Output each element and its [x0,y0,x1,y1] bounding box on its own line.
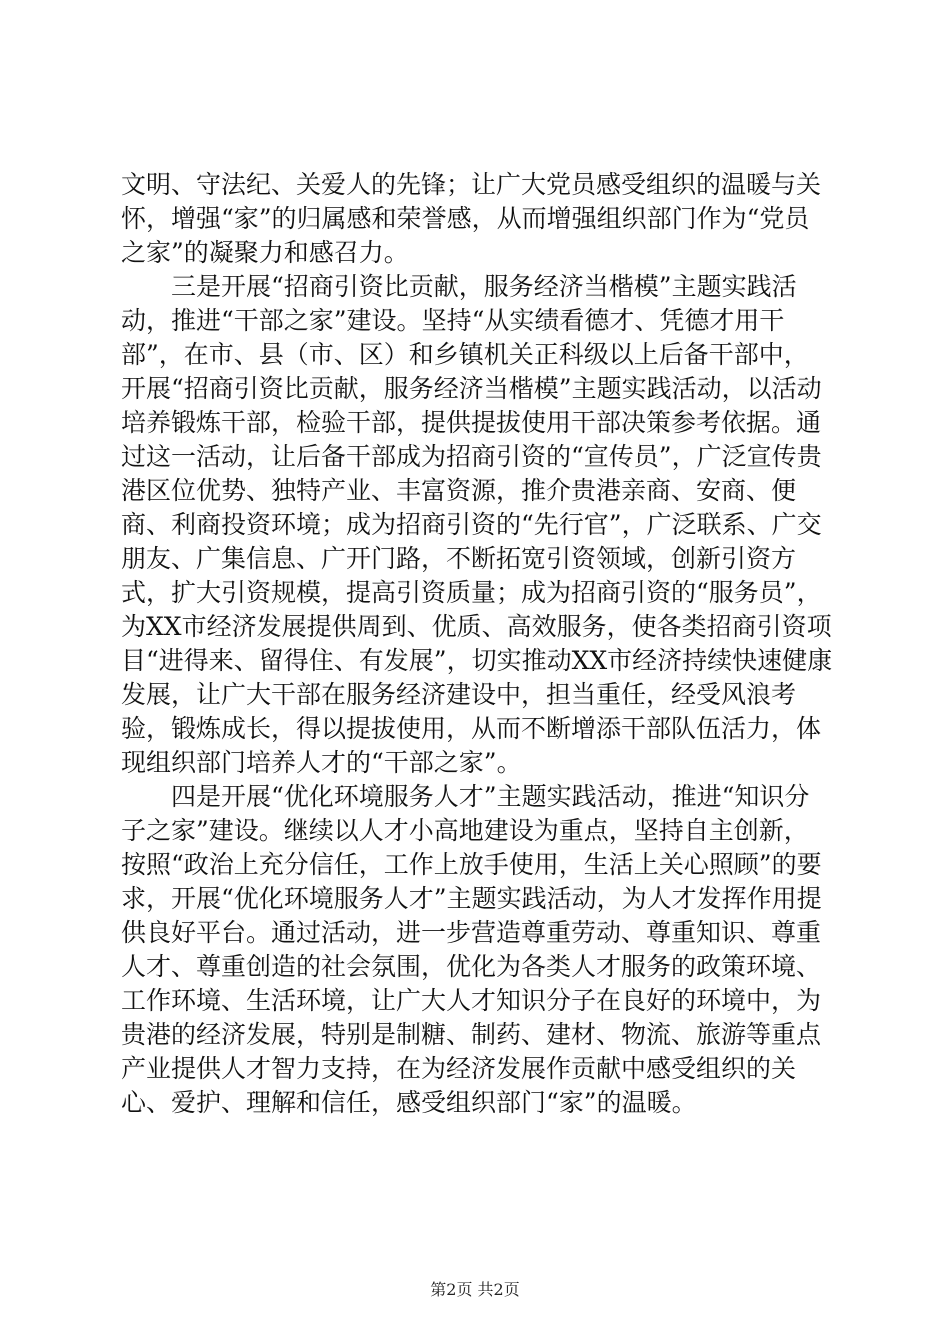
paragraph-intellectual-home: 四是开展“优化环境服务人才”主题实践活动，推进“知识分子之家”建设。继续以人才小高地建设为重点，坚持自主创新，按照“政治上充分信任，工作上放手使用，生活上关心照顾”的要求，开展“优化环境服务人才”主题实践活动，为人才发挥作用提供良好平台。通过活动，进一步营造尊重劳动、尊重知识、尊重人才、尊重创造的社会氛围，优化为各类人才服务的政策环境、工作环境、生活环境，让广大人才知识分子在良好的环境中，为贵港的经济发展，特别是制糖、制药、建材、物流、旅游等重点产业提供人才智力支持，在为经济发展作贡献中感受组织的关心、爱护、理解和信任，感受组织部门“家”的温暖。 [121,782,822,1117]
paragraph-cadre-home: 三是开展“招商引资比贡献，服务经济当楷模”主题实践活动，推进“干部之家”建设。坚持“从实绩看德才、凭德才用干部”，在市、县（市、区）和乡镇机关正科级以上后备干部中，开展“招商引资比贡献，服务经济当楷模”主题实践活动，以活动培养锻炼干部，检验干部，提供提拔使用干部决策参考依据。通过这一活动，让后备干部成为招商引资的“宣传员”，广泛宣传贵港区位优势、独特产业、丰富资源，推介贵港亲商、安商、便商、利商投资环境；成为招商引资的“先行官”，广泛联系、广交朋友、广集信息、广开门路，不断拓宽引资领域，创新引资方式，扩大引资规模，提高引资质量；成为招商引资的“服务员”，为XX市经济发展提供周到、优质、高效服务，使各类招商引资项目“进得来、留得住、有发展”，切实推动XX市经济持续快速健康发展，让广大干部在服务经济建设中，担当重任，经受风浪考验，锻炼成长，得以提拔使用，从而不断增添干部队伍活力，体现组织部门培养人才的“干部之家”。 [121,272,833,777]
document-body [121,168,833,1120]
paragraph-continuation: 文明、守法纪、关爱人的先锋；让广大党员感受组织的温暖与关怀，增强“家”的归属感和荣誉感，从而增强组织部门作为“党员之家”的凝聚力和感召力。 [121,170,822,267]
page-number-footer: 第2页 共2页 [430,1280,520,1299]
